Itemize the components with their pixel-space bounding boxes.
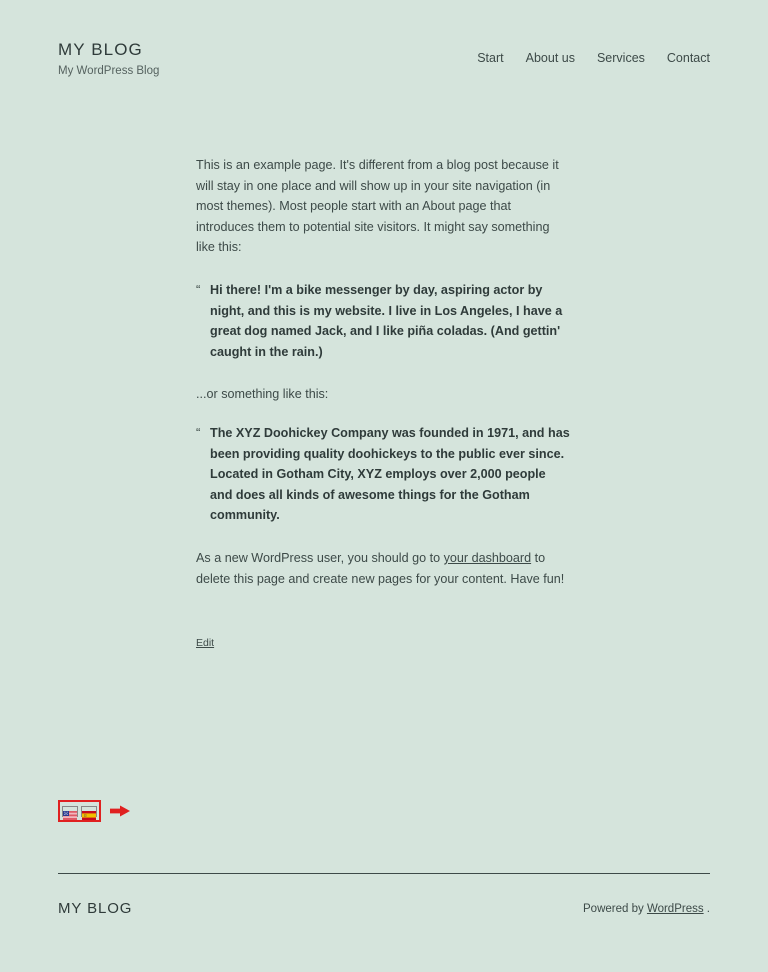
powered-by-label: Powered by [583,903,647,915]
site-title[interactable]: MY BLOG [58,40,143,59]
closing-paragraph [196,548,570,589]
language-switcher-widget [58,800,131,822]
or-paragraph: ...or something like this: [196,387,329,402]
intro-paragraph: This is an example page. It's different from a blog post because it will stay in one place and will show up in your site navigation (in most themes). Most people start with an About page that introduces them to potential site visitors. It might say something like this: [196,158,559,255]
closing-text-after: to delete this page and create new pages for your content. Have fun! [196,550,565,586]
site-branding[interactable] [58,40,159,78]
flag-english-us-icon[interactable] [62,806,78,817]
quote-2-text: The XYZ Doohickey Company was founded in 1971, and has been providing quality doohickeys to the public ever since. Located in Gotham City, XYZ employs over 2,000 people and does all kinds of awesome things for the Gotham community. [210,425,570,523]
footer-credit [583,903,710,915]
example-quote-1 [196,280,570,362]
flag-spanish-icon[interactable] [81,806,97,817]
footer-site-title[interactable]: MY BLOG [58,900,133,917]
quote-1-text: Hi there! I'm a bike messenger by day, aspiring actor by night, and this is my website. I live in Los Angeles, I have a great dog named Jack, and I like piña coladas. (And gettin' caught in the rain.) [210,282,563,359]
nav-item-services[interactable]: Services [596,51,645,65]
edit-page-link[interactable]: Edit [196,637,215,650]
site-tagline: My WordPress Blog [58,65,160,77]
nav-item-about-us[interactable]: About us [525,51,575,65]
dashboard-link[interactable]: your dashboard [443,550,532,565]
footer-divider [58,873,710,874]
annotation-arrow-icon [109,804,131,818]
page-content [196,155,570,651]
language-switcher-highlight [58,800,101,822]
site-header [58,40,710,90]
wordpress-link[interactable]: WordPress [646,903,704,915]
example-quote-2 [196,423,570,526]
quote-mark-icon: “ [196,424,201,440]
nav-item-contact[interactable]: Contact [666,51,710,65]
nav-item-start[interactable]: Start [477,51,504,65]
closing-text-before: As a new WordPress user, you should go to [196,550,444,565]
primary-navigation [477,50,710,66]
site-footer [58,900,710,924]
footer-period: . [703,903,710,915]
quote-mark-icon: “ [196,281,201,297]
